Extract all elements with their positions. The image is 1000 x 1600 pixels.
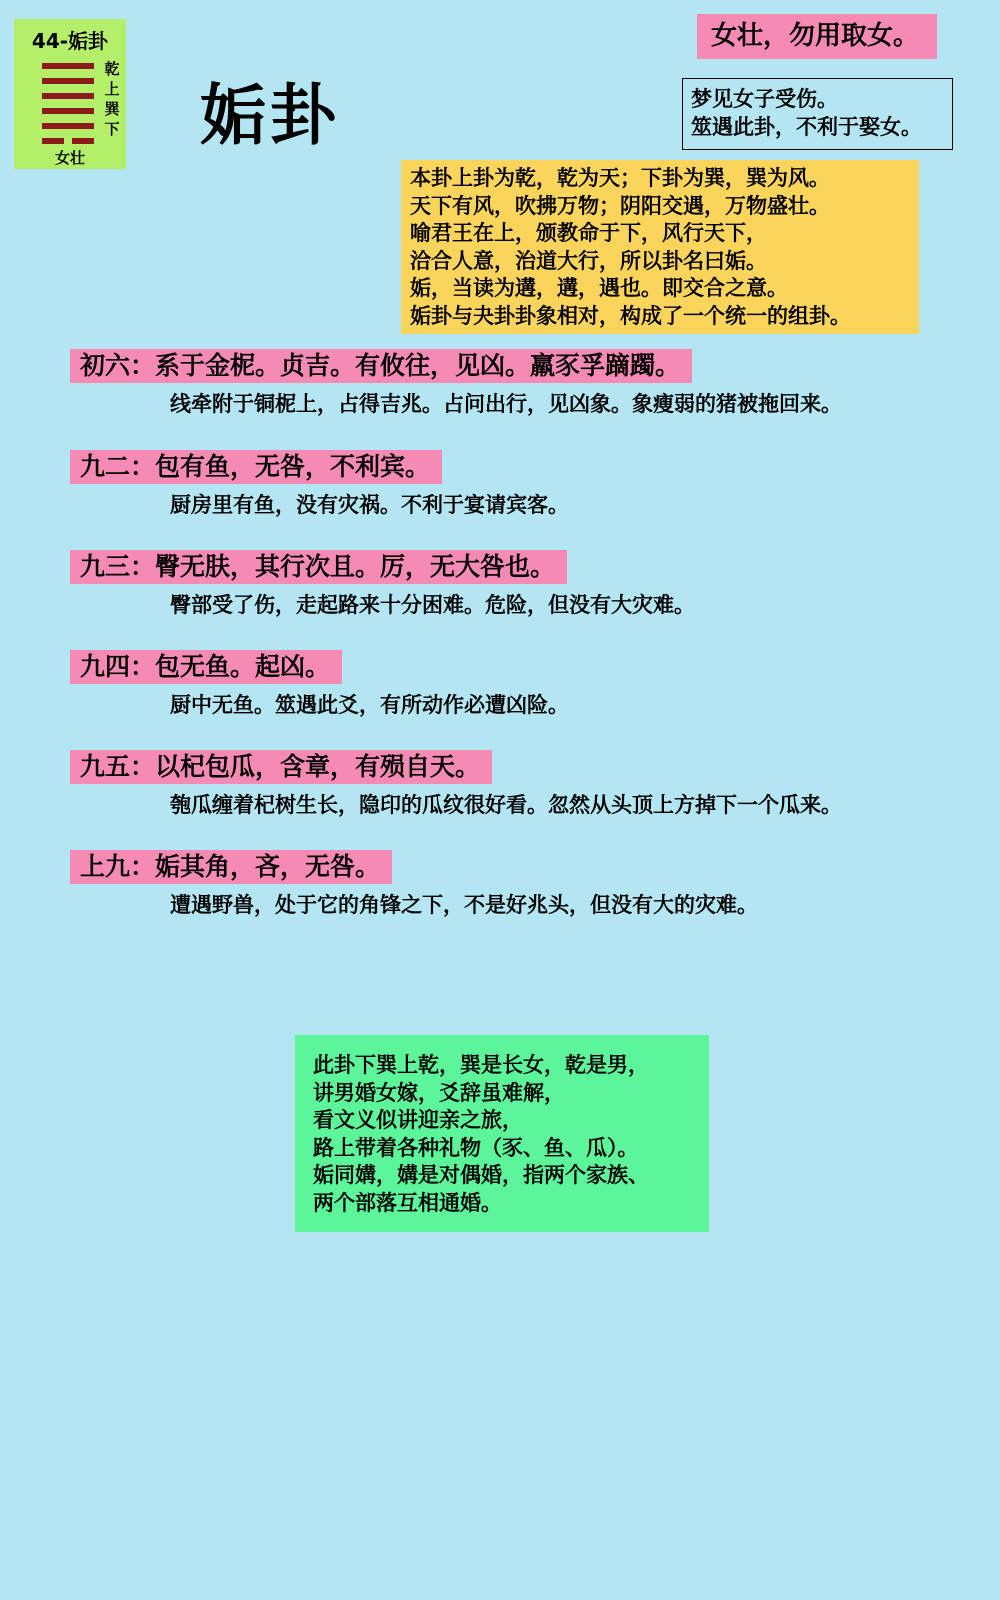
intro-line: 姤卦与夬卦卦象相对，构成了一个统一的组卦。	[410, 302, 851, 328]
hexagram-line	[42, 138, 94, 144]
yao-explanation: 遭遇野兽，处于它的角锋之下，不是好兆头，但没有大的灾难。	[170, 892, 758, 917]
yao-section-2	[70, 450, 569, 520]
motto-banner: 女壮，勿用取女。	[697, 14, 937, 59]
yao-heading: 九三：臀无肤，其行次且。厉，无大咎也。	[70, 550, 567, 584]
hexagram-line	[42, 123, 94, 129]
hexagram-line	[42, 63, 94, 69]
yao-heading: 初六：系于金柅。贞吉。有攸往，见凶。羸豕孚蹢躅。	[70, 349, 692, 383]
yao-section-5	[70, 750, 842, 820]
dream-line: 梦见女子受伤。	[691, 86, 838, 111]
intro-box	[401, 160, 919, 334]
intro-line: 本卦上卦为乾，乾为天；下卦为巽，巽为风。	[410, 165, 830, 190]
yao-explanation: 厨中无鱼。筮遇此爻，有所动作必遭凶险。	[170, 692, 569, 717]
hexagram-line	[42, 78, 94, 84]
hexagram-number: 44-姤卦	[31, 29, 109, 53]
trigram-label: 乾上巽下	[104, 60, 120, 138]
intro-line: 姤，当读为遘，遘，遇也。即交合之意。	[410, 275, 788, 300]
yao-explanation: 匏瓜缠着杞树生长，隐印的瓜纹很好看。忽然从头顶上方掉下一个瓜来。	[170, 792, 842, 817]
hexagram-nickname: 女壮	[54, 149, 85, 167]
dream-box	[682, 78, 953, 150]
hexagram-line	[42, 93, 94, 99]
hexagram-line	[42, 108, 94, 114]
yao-section-3	[70, 550, 695, 620]
yao-explanation: 线牵附于铜柅上，占得吉兆。占问出行，见凶象。象瘦弱的猪被拖回来。	[170, 391, 842, 416]
yao-explanation: 臀部受了伤，走起路来十分困难。危险，但没有大灾难。	[170, 592, 695, 617]
yao-section-6	[70, 850, 758, 920]
commentary-line: 此卦下巽上乾，巽是长女，乾是男，	[313, 1052, 649, 1077]
yao-heading: 九二：包有鱼，无咎，不利宾。	[70, 450, 442, 484]
dream-line: 筮遇此卦，不利于娶女。	[691, 114, 922, 139]
hexagram-badge	[14, 19, 126, 169]
intro-line: 天下有风，吹拂万物；阴阳交遇，万物盛壮。	[410, 192, 830, 218]
commentary-line: 看文义似讲迎亲之旅，	[313, 1107, 523, 1132]
page-title: 姤卦	[200, 77, 340, 154]
commentary-line: 两个部落互相通婚。	[313, 1189, 502, 1215]
yao-explanation: 厨房里有鱼，没有灾祸。不利于宴请宾客。	[170, 492, 569, 517]
intro-line: 洽合人意，治道大行，所以卦名曰姤。	[410, 247, 767, 273]
commentary-box	[295, 1035, 709, 1232]
hexagram-lines	[42, 63, 94, 153]
yao-heading: 九五：以杞包瓜，含章，有殒自天。	[70, 750, 492, 784]
commentary-line: 讲男婚女嫁，爻辞虽难解，	[313, 1079, 565, 1105]
yao-section-4	[70, 650, 569, 720]
commentary-line: 路上带着各种礼物（豕、鱼、瓜）。	[313, 1134, 639, 1160]
yao-heading: 上九：姤其角，吝，无咎。	[70, 850, 392, 884]
yao-section-1	[70, 349, 842, 419]
intro-line: 喻君王在上，颁教命于下，风行天下，	[410, 220, 767, 245]
yao-heading: 九四：包无鱼。起凶。	[70, 650, 342, 684]
commentary-line: 姤同媾，媾是对偶婚，指两个家族、	[313, 1162, 649, 1187]
